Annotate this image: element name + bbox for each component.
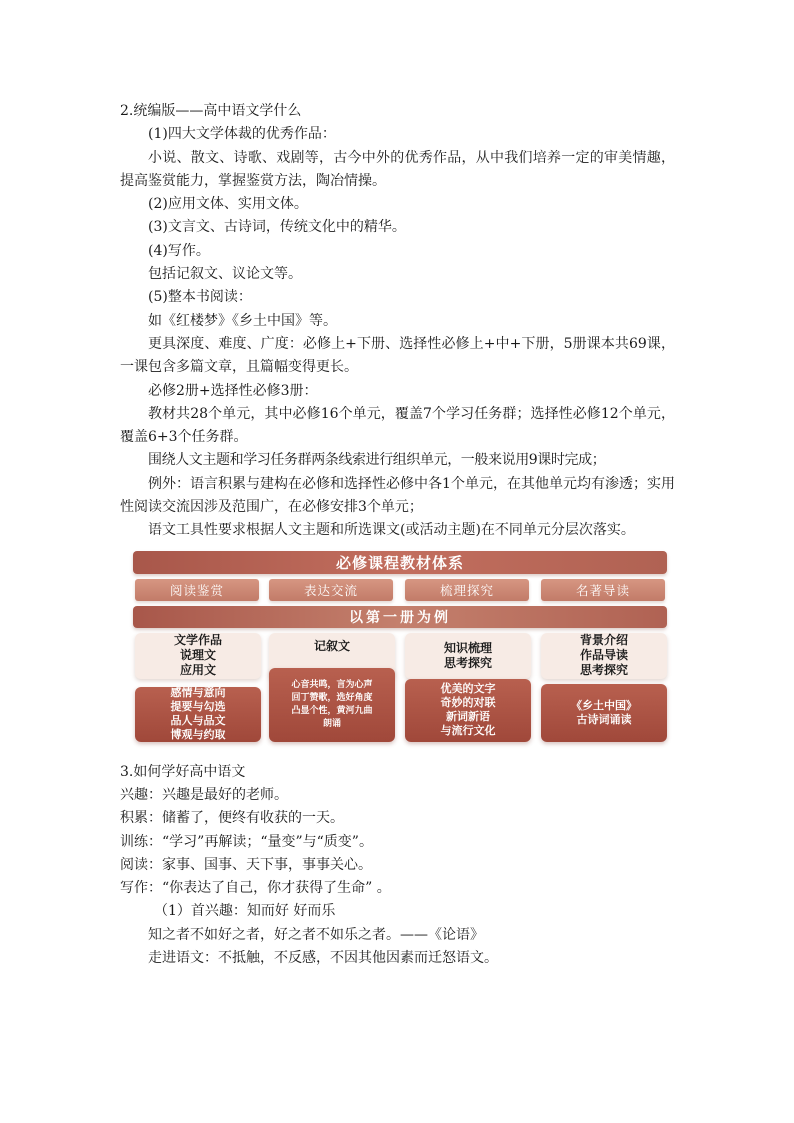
tip-writing: 写作：“你表达了自己，你才获得了生命” 。: [120, 880, 391, 897]
column-3-bottom-line: 与流行文化: [440, 724, 496, 738]
paragraph-units: 教材共28个单元，其中必修16个单元，覆盖7个学习任务群；选择性必修12个单元，覆盖6+3个任务群。: [120, 405, 675, 446]
category-classics: 名著导读: [541, 579, 665, 601]
tip-training: 训练：“学习”再解读；“量变”与“质变”。: [120, 833, 373, 850]
column-3-top-line: 思考探究: [443, 655, 492, 670]
column-2-top-line: 记叙文: [313, 638, 350, 653]
section-how-to-learn: [120, 761, 675, 971]
column-1-bottom-line: 品人与品文: [170, 714, 226, 728]
column-1-top-line: 文学作品: [173, 633, 222, 648]
section-title: 3.如何学好高中语文: [120, 763, 246, 780]
quote-analects: 知之者不如好之者，好之者不如乐之者。——《论语》: [148, 926, 484, 943]
approach-text: 走进语文：不抵触，不反感，不因其他因素而迁怒语文。: [148, 950, 498, 967]
column-1-bottom: [135, 687, 261, 742]
column-3-bottom-line: 新词新语: [446, 710, 490, 724]
item-5-description: 如《红楼梦》《乡土中国》等。: [148, 312, 337, 329]
column-3-top: [405, 633, 531, 679]
item-2: (2)应用文体、实用文体。: [148, 196, 308, 213]
column-1-bottom-line: 感情与意向: [170, 686, 226, 700]
item-4: (4)写作。: [148, 242, 210, 259]
subheading-interest: （1）首兴趣：知而好 好而乐: [154, 903, 336, 920]
section-title: 2.统编版——高中语文学什么: [120, 103, 302, 119]
column-2-bottom-line: 回丁赞歌，选好角度: [291, 692, 373, 703]
paragraph-books: 必修2册+选择性必修3册：: [148, 382, 318, 399]
paragraph-depth: 更具深度、难度、广度：必修上+下册、选择性必修上+中+下册，5册课本共69课，一课包含多篇文章，且篇幅变得更长。: [120, 335, 675, 376]
paragraph-exception: 例外：语言积累与建构在必修和选择性必修中各1个单元，在其他单元均有渗透；实用性阅读交流因涉及范围广，在必修安排3个单元；: [120, 475, 675, 516]
column-3-top-line: 知识梳理: [443, 640, 492, 655]
item-1-description: 小说、散文、诗歌、戏剧等，古今中外的优秀作品，从中我们培养一定的审美情趣，提高鉴赏能力，掌握鉴赏方法，陶冶情操。: [120, 149, 675, 189]
category-expression: 表达交流: [269, 579, 393, 601]
column-1-bottom-line: 提要与勾选: [170, 700, 226, 714]
category-reading: 阅读鉴赏: [135, 579, 259, 601]
diagram-example-title: 以第一册为例: [133, 606, 667, 628]
tip-reading: 阅读：家事、国事、天下事，事事关心。: [120, 856, 372, 873]
tip-interest: 兴趣：兴趣是最好的老师。: [120, 786, 288, 803]
column-4-top-line: 背景介绍: [579, 633, 628, 648]
column-3-bottom-line: 优美的文字: [440, 682, 496, 696]
column-3-bottom: [405, 679, 531, 742]
column-2-bottom-line: 凸显个性，黄河九曲: [291, 705, 373, 716]
paragraph-organization: 围绕人文主题和学习任务群两条线索进行组织单元，一般来说用9课时完成；: [148, 452, 606, 469]
paragraph-tooling: 语文工具性要求根据人文主题和所选课文(或活动主题)在不同单元分层次落实。: [148, 522, 635, 539]
column-2-bottom: [269, 668, 395, 742]
curriculum-diagram: [133, 551, 673, 751]
column-1-top-line: 说理文: [179, 648, 216, 663]
column-4-bottom-line: 《乡土中国》: [571, 698, 637, 712]
column-4-top-line: 思考探究: [579, 663, 628, 678]
column-4-top: [541, 633, 667, 679]
column-3-bottom-line: 奇妙的对联: [440, 696, 496, 710]
column-1-top-line: 应用文: [179, 663, 216, 678]
column-2-bottom-line: 朗诵: [322, 718, 341, 729]
item-1: (1)四大文学体裁的优秀作品：: [148, 126, 336, 143]
column-1-top: [135, 633, 261, 679]
category-exploration: 梳理探究: [405, 579, 529, 601]
tip-accumulate: 积累：储蓄了，便终有收获的一天。: [120, 810, 344, 827]
column-4-bottom-line: 古诗词诵读: [576, 712, 632, 726]
diagram-main-title: 必修课程教材体系: [133, 551, 667, 574]
column-4-bottom: [541, 684, 667, 742]
item-4-description: 包括记叙文、议论文等。: [148, 266, 302, 283]
document-page: [120, 100, 675, 970]
item-5: (5)整本书阅读：: [148, 289, 252, 306]
column-4-top-line: 作品导读: [579, 648, 628, 663]
column-2-bottom-line: 心音共鸣，言为心声: [291, 679, 373, 690]
column-1-bottom-line: 博观与约取: [170, 728, 226, 742]
item-3: (3)文言文、古诗词，传统文化中的精华。: [148, 219, 406, 236]
